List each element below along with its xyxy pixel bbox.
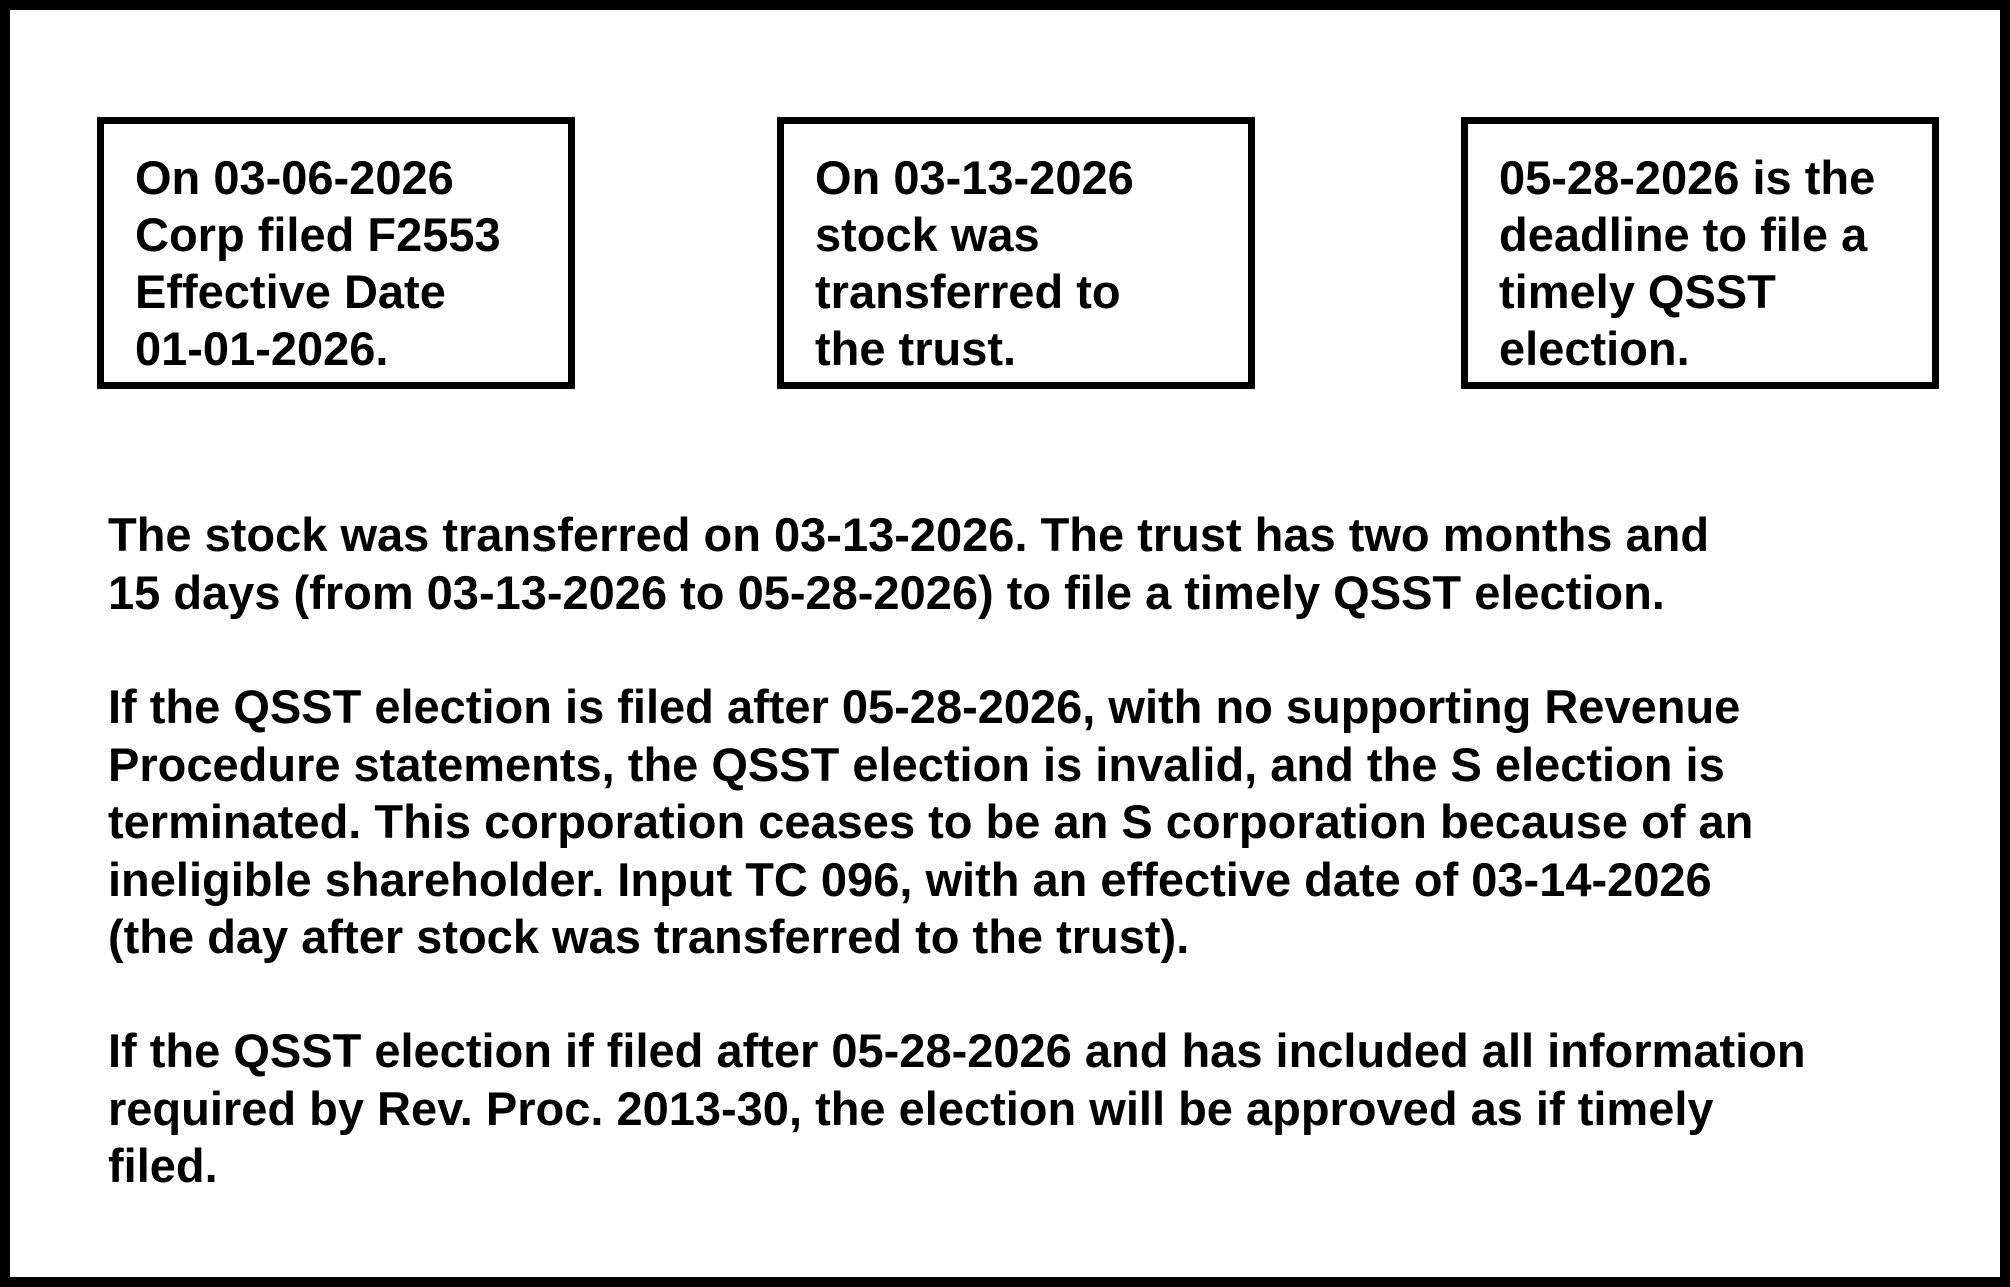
box-text-line: timely QSST bbox=[1499, 265, 1776, 318]
box-text-line: 05-28-2026 is the bbox=[1499, 151, 1876, 204]
paragraph-line: If the QSST election if filed after 05-28-2026 and has included all information bbox=[108, 1024, 1806, 1077]
box-text-line: Corp filed F2553 bbox=[135, 208, 501, 261]
box-text-line: Effective Date bbox=[135, 265, 446, 318]
box-text-line: On 03-06-2026 bbox=[135, 151, 454, 204]
paragraph-transfer-window bbox=[108, 506, 1968, 621]
paragraph-line: (the day after stock was transferred to the trust). bbox=[108, 910, 1190, 963]
box-text-line: 01-01-2026. bbox=[135, 322, 389, 375]
paragraph-late-relief-approved bbox=[108, 1022, 1968, 1195]
box-qsst-deadline bbox=[1461, 117, 1939, 389]
paragraph-line: terminated. This corporation ceases to be an S corporation because of an bbox=[108, 795, 1754, 848]
paragraph-line: The stock was transferred on 03-13-2026. The trust has two months and bbox=[108, 508, 1710, 561]
paragraph-line: 15 days (from 03-13-2026 to 05-28-2026) to file a timely QSST election. bbox=[108, 565, 1665, 619]
box-text-line: transferred to bbox=[815, 265, 1121, 318]
box-text-line: election. bbox=[1499, 322, 1690, 375]
box-stock-transferred bbox=[777, 117, 1255, 389]
paragraph-line: Procedure statements, the QSST election is invalid, and the S election is bbox=[108, 737, 1725, 791]
box-form-2553-filed bbox=[97, 117, 575, 389]
box-text-line: stock was bbox=[815, 208, 1040, 261]
box-text-line: deadline to file a bbox=[1499, 208, 1868, 261]
paragraph-line: ineligible shareholder. Input TC 096, with an effective date of 03-14-2026 bbox=[108, 852, 1712, 906]
paragraph-line: filed. bbox=[108, 1139, 218, 1192]
paragraph-late-invalid-election bbox=[108, 678, 1968, 966]
box-text-line: On 03-13-2026 bbox=[815, 151, 1134, 204]
paragraph-line: If the QSST election is filed after 05-28-2026, with no supporting Revenue bbox=[108, 680, 1741, 733]
paragraph-line: required by Rev. Proc. 2013-30, the election will be approved as if timely bbox=[108, 1081, 1714, 1135]
box-text-line: the trust. bbox=[815, 322, 1017, 375]
